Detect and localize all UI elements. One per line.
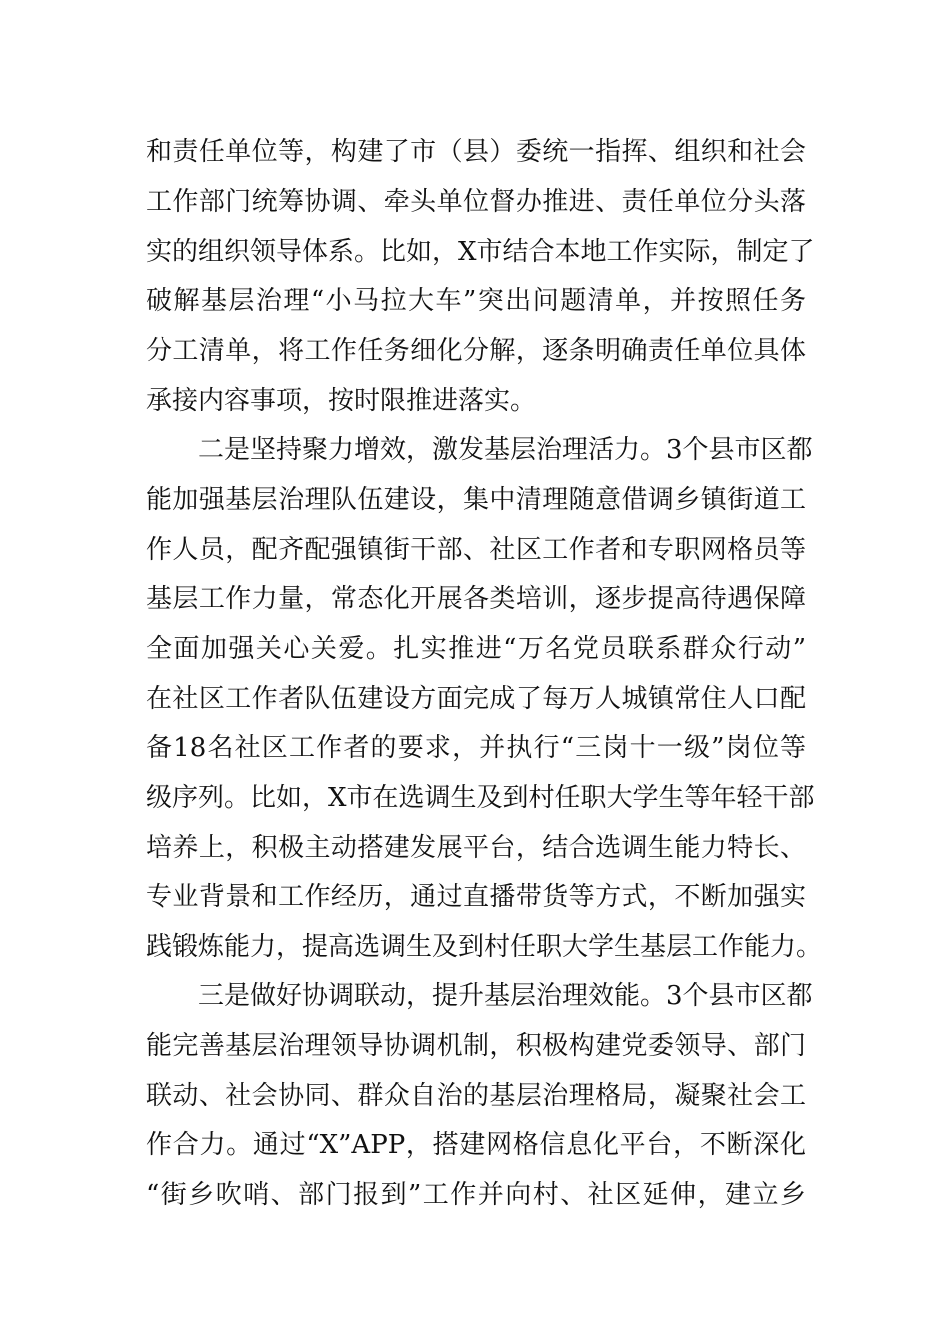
text-line: 专业背景和工作经历，通过直播带货等方式，不断加强实 xyxy=(146,882,806,912)
text-line: 工作部门统筹协调、牵头单位督办推进、责任单位分头落 xyxy=(146,187,806,217)
text-line: 培养上，积极主动搭建发展平台，结合选调生能力特长、 xyxy=(146,833,806,863)
text-line: 实的组织领导体系。比如，X市结合本地工作实际，制定了 xyxy=(146,237,815,267)
text-line: 和责任单位等，构建了市（县）委统一指挥、组织和社会 xyxy=(146,137,806,167)
text-line: 备18名社区工作者的要求，并执行“三岗十一级”岗位等 xyxy=(146,733,806,763)
text-line: 能完善基层治理领导协调机制，积极构建党委领导、部门 xyxy=(146,1031,806,1061)
text-line: 作人员，配齐配强镇街干部、社区工作者和专职网格员等 xyxy=(146,535,806,565)
paragraph-start-line: 二是坚持聚力增效，激发基层治理活力。3个县市区都 xyxy=(198,435,813,465)
text-line: 承接内容事项，按时限推进落实。 xyxy=(146,386,537,416)
text-line: 践锻炼能力，提高选调生及到村任职大学生基层工作能力。 xyxy=(146,932,823,962)
text-line: “街乡吹哨、部门报到”工作并向村、社区延伸，建立乡 xyxy=(146,1180,806,1210)
text-line: 基层工作力量，常态化开展各类培训，逐步提高待遇保障 xyxy=(146,584,806,614)
text-line: 联动、社会协同、群众自治的基层治理格局，凝聚社会工 xyxy=(146,1081,806,1111)
text-line: 全面加强关心关爱。扎实推进“万名党员联系群众行动” xyxy=(146,634,806,664)
paragraph-start-line: 三是做好协调联动，提升基层治理效能。3个县市区都 xyxy=(198,981,813,1011)
text-line: 能加强基层治理队伍建设，集中清理随意借调乡镇街道工 xyxy=(146,485,806,515)
text-line: 分工清单，将工作任务细化分解，逐条明确责任单位具体 xyxy=(146,336,806,366)
text-line: 级序列。比如，X市在选调生及到村任职大学生等年轻干部 xyxy=(146,783,815,813)
text-line: 在社区工作者队伍建设方面完成了每万人城镇常住人口配 xyxy=(146,684,806,714)
text-line: 作合力。通过“X”APP，搭建网格信息化平台，不断深化 xyxy=(146,1130,806,1160)
text-line: 破解基层治理“小马拉大车”突出问题清单，并按照任务 xyxy=(146,286,806,316)
